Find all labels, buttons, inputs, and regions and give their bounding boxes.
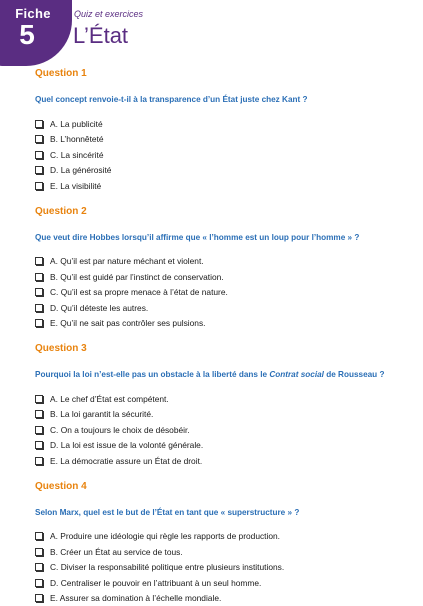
checkbox[interactable] [35,441,43,449]
question-heading: Question 2 [35,205,413,219]
checkbox[interactable] [35,120,43,128]
fiche-label: Fiche [0,6,66,21]
option-d[interactable] [35,438,413,454]
checkbox[interactable] [35,457,43,465]
option-label: C. Diviser la responsabilité politique entre plusieurs institutions. [50,561,284,573]
option-c[interactable] [35,147,413,163]
page-title: L’État [73,23,128,49]
option-label: A. Qu’il est par nature méchant et violent. [50,255,204,267]
option-label: A. Produire une idéologie qui règle les rapports de production. [50,530,280,542]
option-label: C. On a toujours le choix de désobéir. [50,424,190,436]
checkbox[interactable] [35,579,43,587]
question-heading: Question 4 [35,480,413,494]
question-heading: Question 3 [35,342,413,356]
option-d[interactable] [35,163,413,179]
checkbox[interactable] [35,135,43,143]
prompt-text-start: Pourquoi la loi n’est-elle pas un obstacle à la liberté dans le [35,370,269,379]
option-e[interactable] [35,453,413,469]
checkbox[interactable] [35,426,43,434]
option-label: B. Qu’il est guidé par l’instinct de conservation. [50,271,224,283]
option-a[interactable] [35,254,413,270]
option-b[interactable] [35,269,413,285]
option-label: C. Qu’il est sa propre menace à l’état de nature. [50,286,228,298]
checkbox[interactable] [35,548,43,556]
option-label: B. L’honnêteté [50,133,104,145]
checkbox[interactable] [35,319,43,327]
checkbox[interactable] [35,166,43,174]
checkbox[interactable] [35,257,43,265]
question-1 [35,67,413,194]
checkbox[interactable] [35,288,43,296]
question-prompt: Quel concept renvoie-t-il à la transparence d’un État juste chez Kant ? [35,94,413,106]
option-label: E. Qu’il ne sait pas contrôler ses pulsions. [50,317,205,329]
question-prompt: Selon Marx, quel est le but de l’État en tant que « superstructure » ? [35,507,413,519]
option-b[interactable] [35,132,413,148]
option-label: E. La visibilité [50,180,101,192]
fiche-badge [0,0,72,66]
option-e[interactable] [35,316,413,332]
checkbox[interactable] [35,532,43,540]
prompt-text-end: de Rousseau ? [324,370,385,379]
option-e[interactable] [35,178,413,194]
checkbox[interactable] [35,273,43,281]
fiche-number: 5 [0,19,54,51]
option-b[interactable] [35,407,413,423]
option-label: B. La loi garantit la sécurité. [50,408,153,420]
option-label: E. La démocratie assure un État de droit. [50,455,202,467]
question-3 [35,342,413,469]
option-a[interactable] [35,391,413,407]
checkbox[interactable] [35,410,43,418]
option-label: C. La sincérité [50,149,104,161]
checkbox[interactable] [35,304,43,312]
checkbox[interactable] [35,563,43,571]
question-2 [35,205,413,332]
option-a[interactable] [35,529,413,545]
quiz-content [35,67,413,606]
question-prompt: Que veut dire Hobbes lorsqu’il affirme que « l’homme est un loup pour l’homme » ? [35,232,413,244]
option-c[interactable] [35,422,413,438]
option-label: D. La générosité [50,164,111,176]
question-prompt [35,369,413,381]
option-e[interactable] [35,591,413,606]
option-c[interactable] [35,285,413,301]
option-b[interactable] [35,544,413,560]
checkbox[interactable] [35,594,43,602]
option-label: A. La publicité [50,118,103,130]
checkbox[interactable] [35,395,43,403]
option-label: D. Qu’il déteste les autres. [50,302,148,314]
question-heading: Question 1 [35,67,413,81]
option-c[interactable] [35,560,413,576]
option-label: B. Créer un État au service de tous. [50,546,183,558]
book-title: Contrat social [269,370,324,379]
option-d[interactable] [35,300,413,316]
question-4 [35,480,413,606]
checkbox[interactable] [35,182,43,190]
option-label: D. Centraliser le pouvoir en l’attribuant à un seul homme. [50,577,261,589]
page-subtitle: Quiz et exercices [74,9,143,19]
option-label: D. La loi est issue de la volonté générale. [50,439,203,451]
checkbox[interactable] [35,151,43,159]
option-d[interactable] [35,575,413,591]
option-label: E. Assurer sa domination à l’échelle mondiale. [50,592,221,604]
option-label: A. Le chef d’État est compétent. [50,393,169,405]
option-a[interactable] [35,116,413,132]
